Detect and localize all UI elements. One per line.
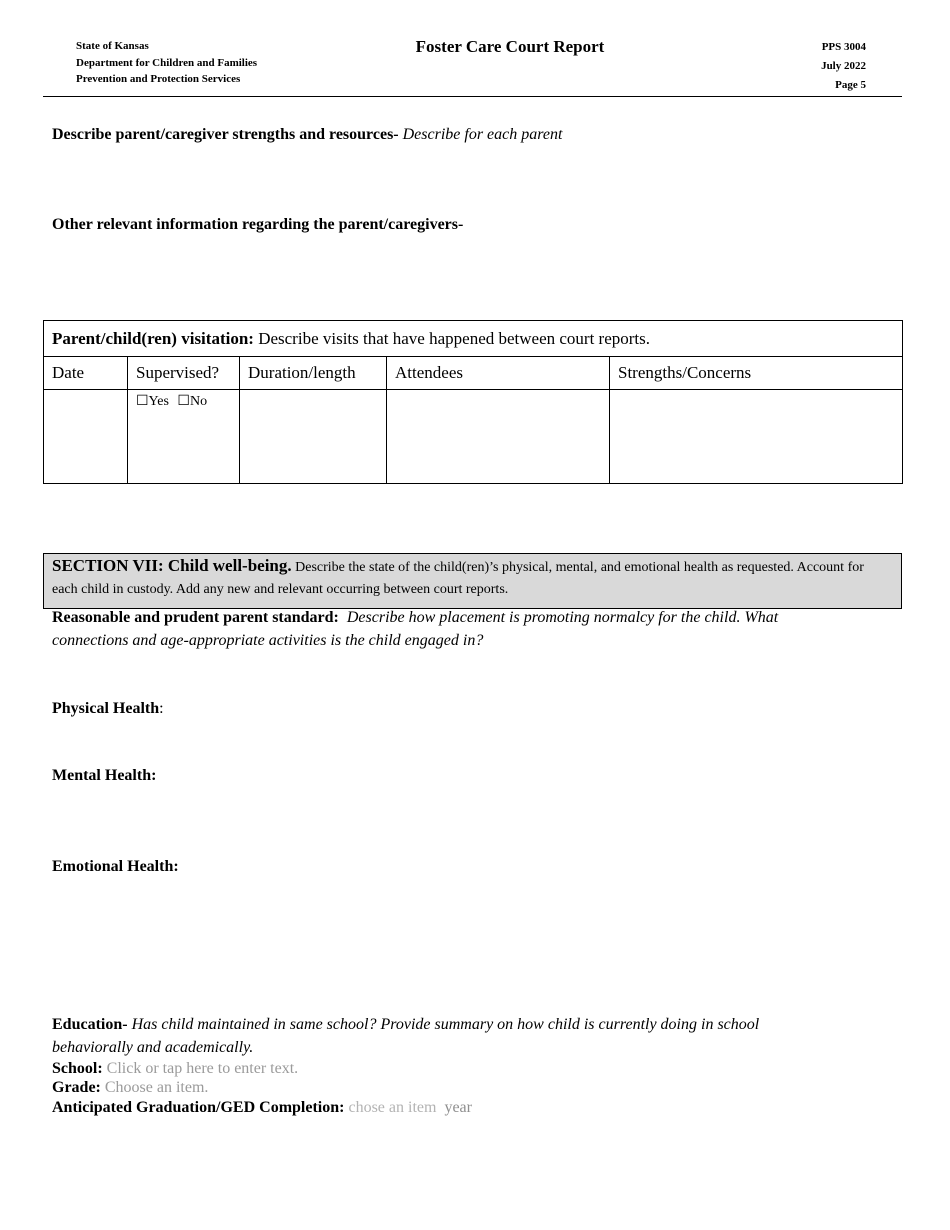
agency-line-division: Prevention and Protection Services bbox=[76, 73, 241, 85]
physical-health-field[interactable] bbox=[52, 697, 164, 720]
school-label: School: bbox=[52, 1060, 103, 1077]
agency-line-department: Department for Children and Families bbox=[76, 56, 258, 69]
visit-attendees-cell[interactable] bbox=[387, 390, 610, 484]
physical-health-label: Physical Health bbox=[52, 700, 160, 717]
prudent-parent-label: Reasonable and prudent parent standard: bbox=[52, 609, 339, 626]
education-label: Education- bbox=[52, 1016, 128, 1033]
graduation-field bbox=[52, 1098, 472, 1118]
form-info bbox=[821, 38, 866, 95]
graduation-year-dropdown[interactable]: year bbox=[444, 1099, 472, 1116]
grade-label: Grade: bbox=[52, 1079, 101, 1096]
visit-duration-cell[interactable] bbox=[240, 390, 387, 484]
grade-field bbox=[52, 1078, 208, 1098]
prudent-parent-field[interactable] bbox=[52, 606, 852, 652]
visit-strengths-concerns-cell[interactable] bbox=[610, 390, 903, 484]
agency-line-state: State of Kansas bbox=[76, 40, 149, 52]
column-header-attendees: Attendees bbox=[387, 357, 610, 390]
grade-dropdown[interactable]: Choose an item. bbox=[104, 1079, 209, 1096]
visitation-table bbox=[43, 320, 903, 484]
column-header-strengths-concerns: Strengths/Concerns bbox=[610, 357, 903, 390]
emotional-health-label: Emotional Health: bbox=[52, 858, 179, 875]
education-field[interactable] bbox=[52, 1013, 832, 1059]
graduation-label: Anticipated Graduation/GED Completion: bbox=[52, 1099, 345, 1116]
section-7-title: SECTION VII: Child well-being. bbox=[52, 556, 292, 575]
column-header-duration: Duration/length bbox=[240, 357, 387, 390]
supervised-no-checkbox[interactable]: ☐No bbox=[177, 394, 208, 409]
prudent-parent-hint: Describe how placement is promoting normalcy for the child. What connections and age-appropriate activities is the child engaged in? bbox=[52, 609, 779, 649]
parent-strengths-hint: Describe for each parent bbox=[402, 126, 563, 143]
section-7-banner bbox=[43, 553, 902, 609]
graduation-dropdown[interactable]: chose an item bbox=[348, 1099, 437, 1116]
education-hint: Has child maintained in same school? Provide summary on how child is currently doing in school behaviorally and academically. bbox=[52, 1016, 760, 1056]
header-divider bbox=[43, 96, 902, 97]
page-number: Page 5 bbox=[835, 79, 866, 91]
visitation-caption-text: Describe visits that have happened between court reports. bbox=[258, 328, 651, 348]
form-number: PPS 3004 bbox=[821, 41, 866, 53]
school-field bbox=[52, 1059, 298, 1079]
section-7-description: Describe the state of the child(ren)’s physical, mental, and emotional health as requested. Account for each child in custody. Add any new and relevant occurring between court reports. bbox=[52, 560, 864, 597]
table-row bbox=[44, 390, 903, 484]
parent-strengths-field[interactable] bbox=[52, 123, 562, 146]
school-input[interactable]: Click or tap here to enter text. bbox=[106, 1060, 299, 1077]
column-header-date: Date bbox=[44, 357, 128, 390]
parent-strengths-label: Describe parent/caregiver strengths and resources- bbox=[52, 126, 399, 143]
form-date: July 2022 bbox=[821, 60, 866, 72]
visit-supervised-cell bbox=[128, 390, 240, 484]
document-title: Foster Care Court Report bbox=[415, 37, 605, 56]
column-header-supervised: Supervised? bbox=[128, 357, 240, 390]
visit-date-cell[interactable] bbox=[44, 390, 128, 484]
physical-health-colon: : bbox=[159, 700, 164, 717]
visitation-caption-label: Parent/child(ren) visitation: bbox=[52, 328, 254, 348]
supervised-yes-checkbox[interactable]: ☐Yes bbox=[136, 394, 169, 409]
visitation-caption bbox=[44, 321, 903, 357]
other-info-label: Other relevant information regarding the parent/caregivers- bbox=[52, 216, 464, 233]
mental-health-label: Mental Health: bbox=[52, 767, 157, 784]
